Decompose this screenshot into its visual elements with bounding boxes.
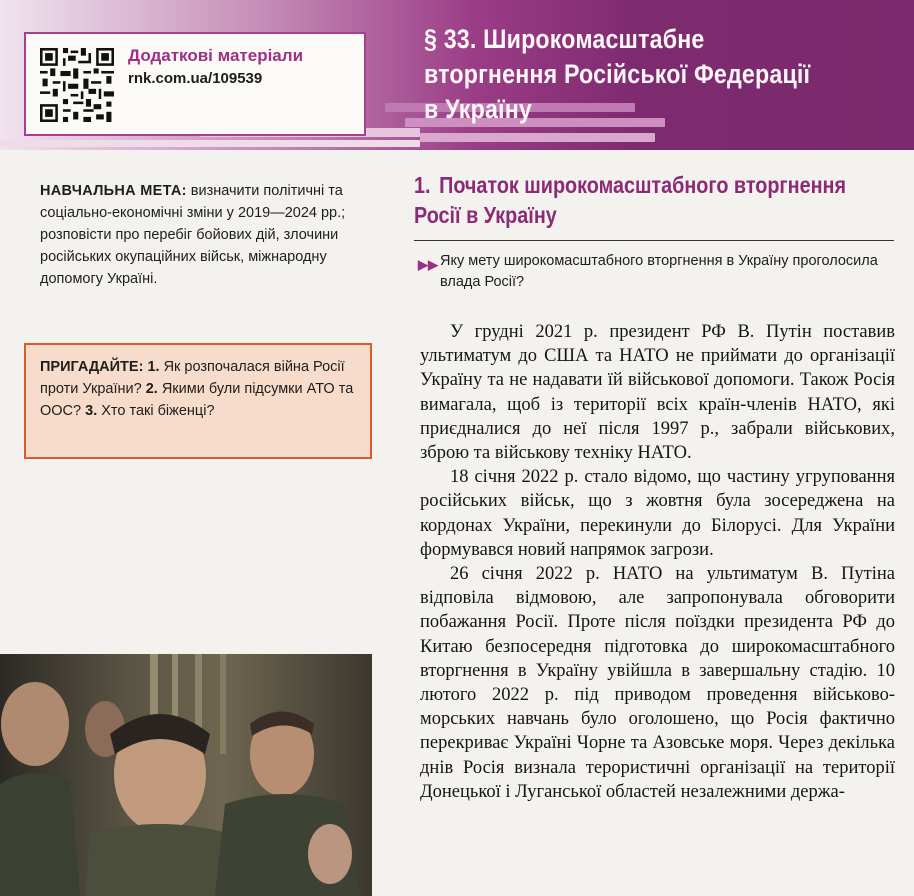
guiding-question bbox=[418, 251, 888, 293]
question-text: Яку мету широкомасштабного вторгнення в Україну проголосила влада Росії? bbox=[440, 253, 878, 290]
paragraph: 26 січня 2022 р. НАТО на ультиматум В. Путіна відповіла відмовою, але запропонувала обговорити побажання Росії. Проте після поїздки президента РФ до Китаю безпосередня підготовка до широкомасштабного вторгнення в Україну увійшла в завершальну стадію. 10 лютого 2022 р. під приводом проведення військово-морських навчань було оголошено, що Росія фактично перекриває Україні Чорне та Азовське моря. Через декілька днів Росія визнала терористичні організації на території Донецької і Луганської областей незалежними держа- bbox=[420, 564, 895, 802]
qr-code-icon bbox=[40, 48, 114, 122]
remind-label: ПРИГАДАЙТЕ: bbox=[40, 359, 144, 375]
qr-url-link[interactable]: rnk.com.ua/109539 bbox=[128, 70, 263, 87]
objective-label: НАВЧАЛЬНА МЕТА: bbox=[40, 183, 187, 199]
decor-stripe bbox=[420, 133, 655, 142]
decor-stripe bbox=[0, 140, 420, 147]
qr-label: Додаткові матеріали bbox=[128, 46, 304, 65]
paragraph: У грудні 2021 р. президент РФ В. Путін поставив ультиматум до США та НАТО не приймати до організації Україну та не надавати їй військової допомоги. Також Росія вимагала, щоб із території всіх країн-членів НАТО, які приєдналися до неї після 1997 р., забрали військових, зброю та військову техніку НАТО. bbox=[420, 322, 895, 464]
remind-q2-number: 2. bbox=[145, 381, 158, 397]
remind-box bbox=[24, 343, 372, 459]
section-heading bbox=[414, 170, 896, 230]
remind-q1-number: 1. bbox=[147, 359, 160, 375]
objective-text: визначити політичні та соціально-економічні зміни у 2019—2024 рр.; розповісти про перебіг бойових дій, злочини російських окупаційних військ, міжнародну допомогу Україні. bbox=[40, 183, 346, 287]
additional-materials-card[interactable] bbox=[24, 32, 366, 136]
remind-q3: Хто такі біженці? bbox=[101, 403, 215, 419]
header-band bbox=[0, 0, 914, 150]
main-text bbox=[420, 320, 895, 804]
divider bbox=[414, 240, 894, 241]
paragraph: 18 січня 2022 р. стало відомо, що частину угруповання російських військ, що з жовтня була зосереджена на кордонах України, перекинули до Білорусі. Для України формувався новий напрямок загрози. bbox=[420, 467, 895, 560]
section-number: 1. bbox=[414, 172, 431, 198]
section-title: Початок широкомасштабного вторгнення Росії в Україну bbox=[414, 172, 847, 228]
remind-q1: Як розпочалася війна Росії проти України? bbox=[40, 359, 345, 397]
remind-q3-number: 3. bbox=[85, 403, 98, 419]
learning-objective bbox=[40, 180, 372, 290]
photo-image bbox=[0, 654, 372, 896]
remind-q2: Якими були підсумки АТО та ООС? bbox=[40, 381, 354, 419]
page-title: § 33. Широкомасштабне вторгнення Російської Федерації в Україну bbox=[424, 24, 811, 124]
double-arrow-icon: ▶▶ bbox=[418, 257, 438, 272]
